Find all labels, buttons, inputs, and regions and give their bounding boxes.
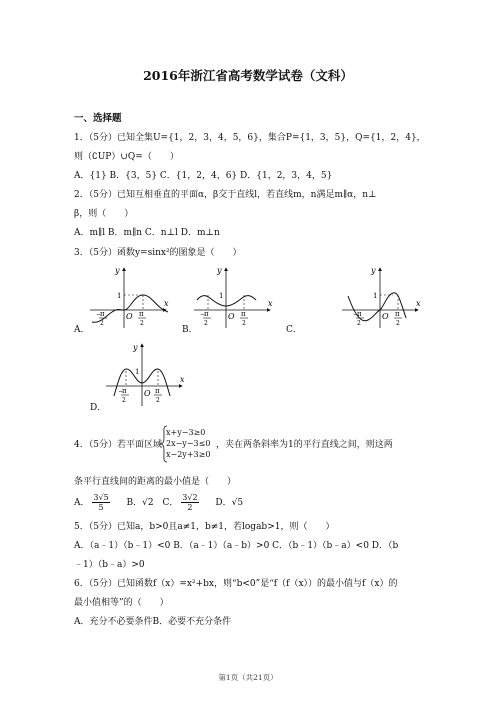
q6-line3: A．充分不必要条件B．必要不充分条件 bbox=[74, 617, 232, 627]
graph-c-neg-pi: π bbox=[357, 310, 362, 318]
graph-d-neg-pi: π bbox=[122, 387, 127, 395]
graph-c bbox=[340, 262, 424, 332]
q4-option-a-den: 5 bbox=[98, 503, 104, 512]
q2-options: A．m∥l B．m∥n C．n⊥l D．m⊥n bbox=[74, 228, 220, 238]
graph-c-minus: − bbox=[353, 311, 359, 318]
graph-a-origin: O bbox=[126, 312, 133, 321]
q6-line2: 最小值相等”的（ ） bbox=[74, 598, 169, 608]
q4-option-c-num: 3√2 bbox=[182, 493, 198, 502]
q4-line2: 条平行直线间的距离的最小值是（ ） bbox=[74, 477, 237, 487]
q2-line1: 2．（5分）已知互相垂直的平面α，β交于直线l，若直线m，n满足m∥α，n⊥ bbox=[74, 190, 377, 200]
graph-d bbox=[104, 340, 188, 410]
q3-option-b-label: B． bbox=[182, 325, 198, 335]
graph-b-origin: O bbox=[228, 312, 235, 321]
graph-b-y-label: y bbox=[217, 266, 222, 275]
q4-inequality-system bbox=[166, 427, 210, 460]
graph-d-x-label: x bbox=[180, 375, 185, 384]
graph-b-neg-den: 2 bbox=[204, 320, 208, 327]
page-footer: 第1页（共21页） bbox=[218, 673, 278, 682]
graph-b-pi: π bbox=[241, 310, 246, 318]
q3-line1: 3．（5分）函数y=sinx²的图象是（ ） bbox=[74, 248, 242, 258]
graph-d-neg-den: 2 bbox=[122, 397, 126, 404]
graph-b-minus: − bbox=[200, 311, 206, 318]
graph-c-x-label: x bbox=[416, 299, 421, 308]
graph-a-y-label: y bbox=[115, 266, 120, 275]
graph-b-x-label: x bbox=[268, 299, 273, 308]
graph-c-pi: π bbox=[395, 310, 400, 318]
q4-ineq-3: x−2y+3≥0 bbox=[166, 450, 211, 459]
graph-a-tick-one: 1 bbox=[117, 292, 122, 300]
q1-options: A．{1} B．{3，5} C．{1，2，4，6} D．{1，2，3，4，5} bbox=[74, 171, 333, 181]
q4-option-a-frac bbox=[92, 493, 109, 512]
q1-line2: 则（∁UP）∪Q=（ ） bbox=[74, 152, 179, 162]
q3-option-a-label: A． bbox=[74, 325, 90, 335]
graph-d-origin: O bbox=[144, 389, 151, 398]
q4-option-b: B．√2 bbox=[126, 498, 154, 508]
q4-ineq-2: 2x−y−3≤0 bbox=[166, 439, 211, 448]
section-heading: 一、选择题 bbox=[74, 113, 122, 124]
q4-option-c-label: C． bbox=[162, 498, 179, 508]
graph-b-tick-one: 1 bbox=[219, 292, 224, 300]
q3-option-d-label: D． bbox=[90, 403, 107, 413]
graph-d-minus: − bbox=[118, 388, 124, 395]
graph-a-minus: − bbox=[96, 311, 102, 318]
graph-a-neg-den: 2 bbox=[100, 320, 104, 327]
q5-line1: 5．（5分）已知a，b>0且a≠1，b≠1，若logab>1，则（ ） bbox=[74, 522, 335, 532]
graph-b bbox=[192, 262, 276, 332]
q4-suffix: ，夹在两条斜率为1的平行直线之间，则这两 bbox=[216, 440, 393, 450]
q4-option-a-label: A． bbox=[74, 498, 90, 508]
q4-prefix: 4．（5分）若平面区域 bbox=[74, 440, 162, 450]
graph-b-neg-pi: π bbox=[204, 310, 209, 318]
graph-c-neg-den: 2 bbox=[357, 320, 361, 327]
graph-a-x-label: x bbox=[164, 299, 169, 308]
graph-d-pi: π bbox=[155, 387, 160, 395]
graph-c-tick-one: 1 bbox=[373, 292, 378, 300]
q6-line1: 6．（5分）已知函数f（x）=x²+bx，则“b<0”是“f（f（x））的最小值与f（x）的 bbox=[74, 579, 398, 589]
q4-options bbox=[74, 493, 243, 512]
q4-option-c-den: 2 bbox=[187, 503, 193, 512]
graph-d-tick-one: 1 bbox=[135, 368, 140, 376]
graph-a-neg-pi: π bbox=[100, 310, 105, 318]
graph-a-den: 2 bbox=[140, 320, 144, 327]
graph-a-pi: π bbox=[139, 310, 144, 318]
q4-ineq-1: x+y−3≥0 bbox=[166, 428, 206, 437]
q4-option-a-num: 3√5 bbox=[93, 493, 109, 502]
graph-c-den: 2 bbox=[396, 320, 400, 327]
q4-option-d: D．√5 bbox=[215, 498, 244, 508]
graph-d-y-label: y bbox=[133, 343, 138, 352]
q2-line2: β，则（ ） bbox=[74, 209, 134, 219]
graph-a bbox=[88, 262, 172, 332]
graph-c-y-label: y bbox=[371, 266, 376, 275]
q4-option-c-frac bbox=[181, 493, 198, 512]
graph-c-origin: O bbox=[382, 312, 389, 321]
q5-line3: ﹣1）（b﹣a）>0 bbox=[74, 560, 145, 570]
graph-b-den: 2 bbox=[242, 320, 246, 327]
page-title: 2016年浙江省高考数学试卷（文科） bbox=[143, 68, 353, 83]
q1-line1: 1．（5分）已知全集U={1，2，3，4，5，6}，集合P={1，3，5}，Q={1，2，4}， bbox=[74, 133, 426, 143]
q3-option-c-label: C． bbox=[286, 325, 302, 335]
graph-d-den: 2 bbox=[156, 397, 160, 404]
q5-line2: A．（a﹣1）（b﹣1）<0 B．（a﹣1）（a﹣b）>0 C．（b﹣1）（b﹣a）<0 D．（b bbox=[74, 541, 399, 551]
